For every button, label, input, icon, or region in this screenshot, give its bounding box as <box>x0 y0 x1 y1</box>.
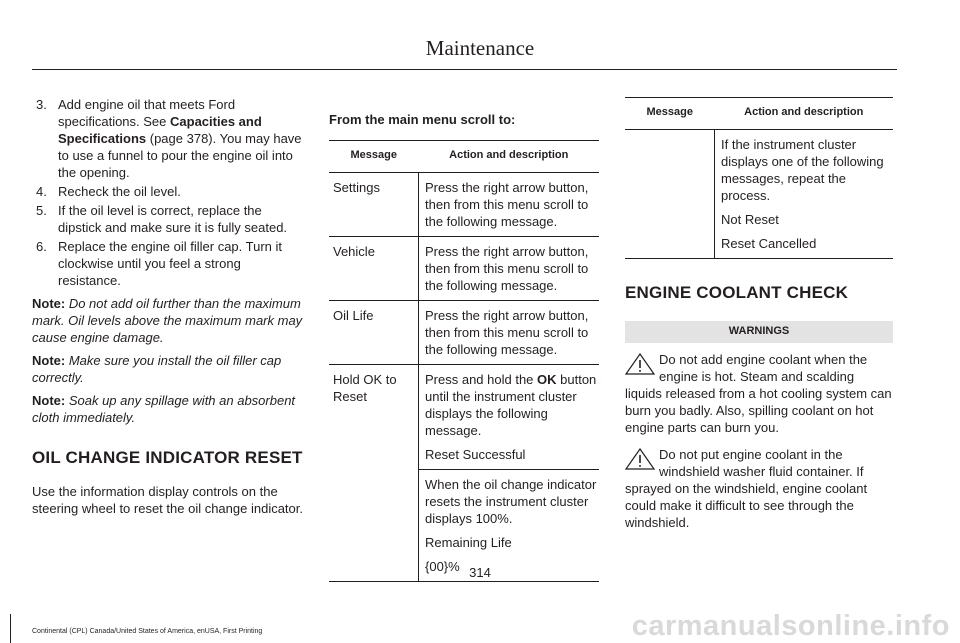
step-number: 3. <box>36 97 47 112</box>
watermark: carmanualsonline.info <box>631 610 950 642</box>
sub-message-1: Remaining Life <box>425 535 512 550</box>
action-cell <box>419 365 600 470</box>
capacities-link-text: Capacities and Specifications <box>58 114 262 146</box>
table-row-hold <box>329 365 599 470</box>
note-max-mark <box>32 295 307 346</box>
section-title-coolant: ENGINE COOLANT CHECK <box>625 283 849 302</box>
message-cell: Hold OK to Reset <box>329 365 419 582</box>
message-cell-empty <box>625 130 715 259</box>
note-label: Note: <box>32 296 66 311</box>
table-row <box>329 301 599 365</box>
warning-text: Do not add engine coolant when the engine is hot. Steam and scalding liquids released from a hot cooling system can burn you badly. Also, spilling coolant on hot engine parts can burn you. <box>625 352 892 435</box>
menu-table <box>329 140 599 582</box>
row-message-2: Reset Cancelled <box>721 236 817 251</box>
note-label: Note: <box>32 353 66 368</box>
step-4 <box>32 183 307 200</box>
col-header-action: Action and description <box>419 141 600 173</box>
step-number: 4. <box>36 184 47 199</box>
footer-text: Continental (CPL) Canada/United States of America, enUSA, First Printing <box>32 628 263 635</box>
note-text: Make sure you install the oil filler cap correctly. <box>32 353 282 385</box>
table-row <box>329 237 599 301</box>
note-text: Soak up any spillage with an absorbent cloth immediately. <box>32 393 296 425</box>
step-number: 5. <box>36 203 47 218</box>
step-number: 6. <box>36 239 47 254</box>
action-cell: Press the right arrow button, then from this menu scroll to the following message. <box>419 301 600 365</box>
step-6 <box>32 238 307 289</box>
section-title-oil-reset: OIL CHANGE INDICATOR RESET <box>32 448 303 467</box>
col-header-action: Action and description <box>715 98 894 130</box>
step-text: If the oil level is correct, replace the dipstick and make sure it is fully seated. <box>58 203 288 235</box>
step-text-cont: (page 378). You may have to use a funnel to pour the engine oil into the opening. <box>58 131 302 180</box>
oil-steps-list <box>32 96 307 289</box>
warning-hot-engine <box>625 351 893 436</box>
step-text: Replace the engine oil filler cap. Turn it clockwise until you feel a strong resistance. <box>58 239 283 288</box>
middle-column <box>329 111 599 582</box>
sub-text: When the oil change indicator resets the instrument cluster displays 100%. <box>425 477 597 526</box>
step-text: Add engine oil that meets Ford specifications. See <box>58 97 236 129</box>
header-rule <box>32 69 897 70</box>
menu-intro: From the main menu scroll to: <box>329 112 516 127</box>
action-cell <box>715 130 894 259</box>
table-row <box>329 173 599 237</box>
warning-triangle-icon <box>625 353 655 375</box>
note-label: Note: <box>32 393 66 408</box>
section-text-oil-reset: Use the information display controls on the steering wheel to reset the oil change indicator. <box>32 484 304 516</box>
note-filler-cap <box>32 352 307 386</box>
col-header-message: Message <box>329 141 419 173</box>
crop-mark <box>10 614 11 643</box>
table-row <box>625 130 893 259</box>
result-message: Reset Successful <box>425 447 526 462</box>
sub-message-2: {00}% <box>425 559 460 574</box>
warning-triangle-icon <box>625 448 655 470</box>
warnings-bar: WARNINGS <box>625 321 893 343</box>
action-text-cont: button until the instrument cluster displays the following message. <box>425 372 597 438</box>
continued-table <box>625 97 893 259</box>
message-cell: Vehicle <box>329 237 419 301</box>
note-text: Do not add oil further than the maximum mark. Oil levels above the maximum mark may cause engine damage. <box>32 296 303 345</box>
col-header-message: Message <box>625 98 715 130</box>
note-spillage <box>32 392 307 426</box>
message-cell: Oil Life <box>329 301 419 365</box>
page-header-title: Maintenance <box>425 36 535 60</box>
action-cell: Press the right arrow button, then from this menu scroll to the following message. <box>419 173 600 237</box>
action-cell: Press the right arrow button, then from this menu scroll to the following message. <box>419 237 600 301</box>
row-text: If the instrument cluster displays one of the following messages, repeat the process. <box>721 137 884 203</box>
left-column <box>32 96 307 517</box>
action-text: Press and hold the <box>425 372 538 387</box>
step-3 <box>32 96 307 181</box>
ok-button-label: OK <box>537 372 557 387</box>
page-number: 314 <box>469 565 491 580</box>
row-message-1: Not Reset <box>721 212 779 227</box>
warning-text: Do not put engine coolant in the windshield washer fluid container. If sprayed on the windshield, engine coolant could make it difficult to see through the windshield. <box>625 447 868 530</box>
warning-washer <box>625 446 893 531</box>
step-text: Recheck the oil level. <box>58 184 181 199</box>
right-column <box>625 97 893 531</box>
message-cell: Settings <box>329 173 419 237</box>
step-5 <box>32 202 307 236</box>
